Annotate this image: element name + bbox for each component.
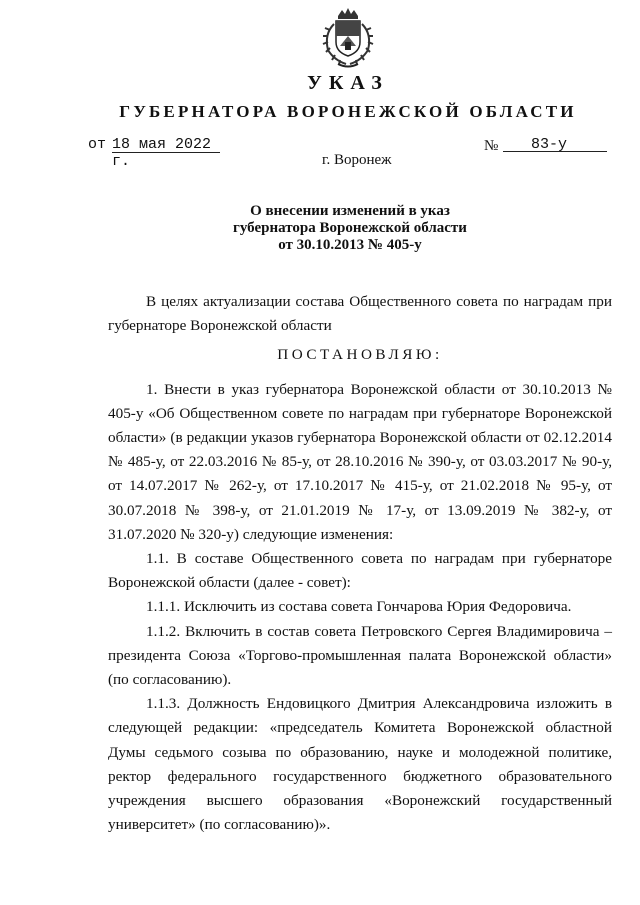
date-prefix: от <box>88 136 107 153</box>
document-date: 18 мая 2022 г. <box>112 136 220 153</box>
subject-line-2: губернатора Воронежской области <box>233 220 467 236</box>
paragraph-1-1-3: 1.1.3. Должность Ендовицкого Дмитрия Александровича изложить в следующей редакции: «председатель Комитета Воронежской областной Думы седьмого созыва по образованию, науке и молодежной политике, ректор федерального государственного бюджетного образовательного учреждения высшего образования «Воронежский государственный университет» (по согласованию)». <box>108 695 612 834</box>
subject-line-3: от 30.10.2013 № 405-у <box>278 237 422 253</box>
document-subtitle: ГУБЕРНАТОРА ВОРОНЕЖСКОЙ ОБЛАСТИ <box>119 102 577 121</box>
document-title: УКАЗ <box>307 72 389 94</box>
document-subject <box>170 203 530 254</box>
voronezh-coat-of-arms-icon <box>318 6 378 70</box>
paragraph-1-1-1: 1.1.1. Исключить из состава совета Гончарова Юрия Федоровича. <box>146 598 572 616</box>
paragraph-1-1-2: 1.1.2. Включить в состав совета Петровского Сергея Владимировича – президента Союза «Торгово-промышленная палата Воронежской области» (по согласованию). <box>108 622 612 689</box>
number-sign: № <box>484 138 499 154</box>
preamble-paragraph: В целях актуализации состава Общественного совета по наградам при губернаторе Воронежской области <box>108 293 612 335</box>
decree-heading: ПОСТАНОВЛЯЮ: <box>277 346 443 364</box>
document-number: 83-у <box>503 136 607 152</box>
paragraph-1: 1. Внести в указ губернатора Воронежской области от 30.10.2013 № 405-у «Об Общественном совете по наградам при губернаторе Воронежской области» (в редакции указов губернатора Воронежской области от 02.12.2014 № 485-у, от 22.03.2016 № 85-у, от 28.10.2016 № 390-у, от 03.03.2017 № 90-у, от 14.07.2017 № 262-у, от 17.10.2017 № 415-у, от 21.02.2018 № 95-у, от 30.07.2018 № 398-у, от 21.01.2019 № 17-у, от 13.09.2019 № 382-у, от 31.07.2020 № 320-у) следующие изменения: <box>108 380 612 543</box>
subject-line-1: О внесении изменений в указ <box>250 203 450 219</box>
paragraph-1-1: 1.1. В составе Общественного совета по наградам при губернаторе Воронежской области (далее - совет): <box>108 550 612 592</box>
document-body <box>108 290 612 837</box>
city-label: г. Воронеж <box>322 152 392 168</box>
